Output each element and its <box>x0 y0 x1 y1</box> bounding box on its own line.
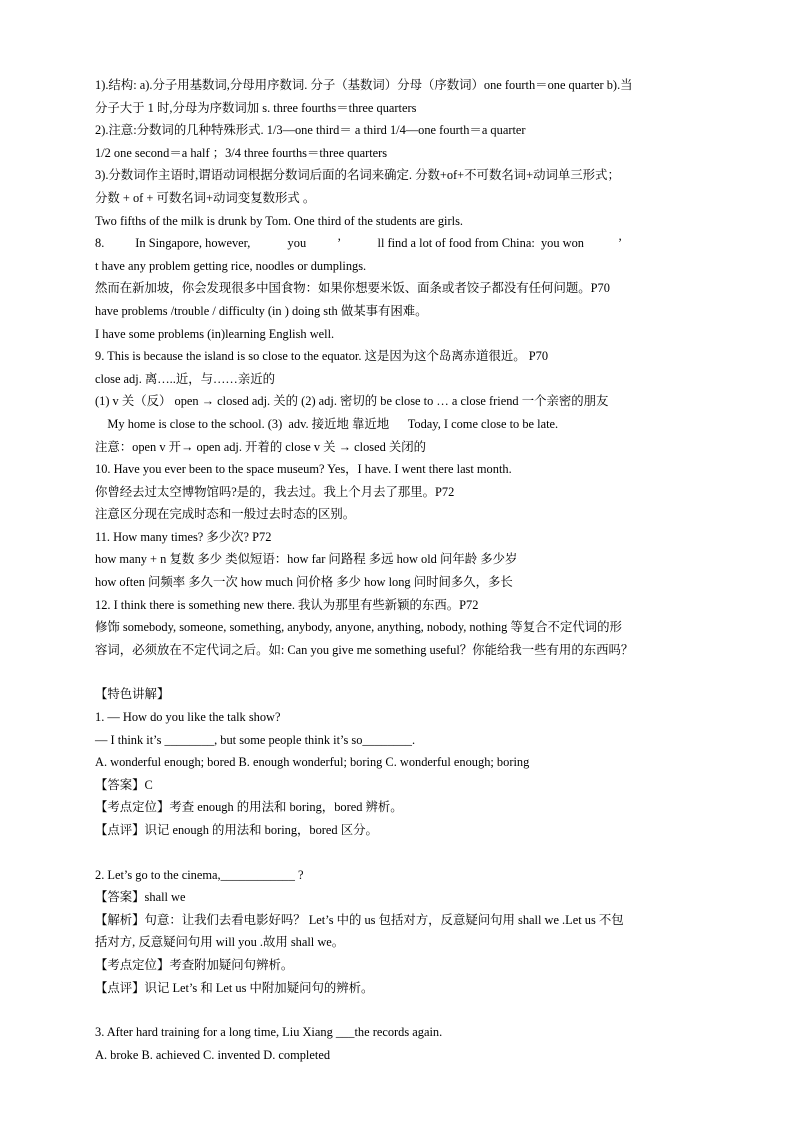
question-text: 3. After hard training for a long time, Liu Xiang ___the records again. <box>95 1025 443 1040</box>
text-line: t have any problem getting rice, noodles or dumplings. <box>95 258 367 273</box>
text-line: 9. This is because the island is so close to the equator. 这是因为这个岛离赤道很近。 P70 <box>95 349 549 364</box>
text-line: 容词，必须放在不定代词之后。如: Can you give me something useful？你能给我一些有用的东西吗？ <box>95 642 634 657</box>
text-line: 分子大于 1 时,分母为序数词加 s. three fourths＝three quarters <box>95 100 417 115</box>
text-line: I have some problems (in)learning English well. <box>95 326 335 341</box>
options-line: A. wonderful enough; bored B. enough wonderful; boring C. wonderful enough; boring <box>95 755 530 770</box>
text-line: 注意区分现在完成时态和一般过去时态的区别。 <box>95 507 356 522</box>
text-line: how often 问频率 多久一次 how much 问价格 多少 how long 问时间多久，多长 <box>95 575 513 590</box>
spacer <box>95 661 707 683</box>
question-text: 2. Let’s go to the cinema,____________ ? <box>95 867 304 882</box>
comment-line: 【点评】识记 enough 的用法和 boring，bored 区分。 <box>95 823 378 837</box>
text-line: how many + n 复数 多少 类似短语：how far 问路程 多远 how old 问年龄 多少岁 <box>95 552 518 567</box>
question-text: — I think it’s ________, but some people think it’s so________. <box>95 732 416 747</box>
text-line: 8. In Singapore, however, you ’ ll find a lot of food from China: you won ’ <box>95 236 623 251</box>
text-line: 分数 + of + 可数名词+动词变复数形式 。 <box>95 190 316 205</box>
text-line: 3).分数词作主语时,谓语动词根据分数词后面的名词来确定. 分数+of+不可数名词+动词单三形式； <box>95 168 620 183</box>
text-line: 你曾经去过太空博物馆吗?是的，我去过。我上个月去了那里。P72 <box>95 484 455 499</box>
question-3 <box>95 1021 707 1066</box>
answer-line: 【答案】C <box>95 777 153 792</box>
focus-line: 【考点定位】考查附加疑问句辨析。 <box>95 957 294 972</box>
question-1 <box>95 706 707 842</box>
text-line: 12. I think there is something new there. 我认为那里有些新颖的东西。P72 <box>95 597 479 612</box>
section-title: 【特色讲解】 <box>95 687 170 702</box>
text-line: 修饰 somebody, someone, something, anybody, anyone, anything, nobody, nothing 等复合不定代词的形 <box>95 620 622 635</box>
question-text: 1. — How do you like the talk show? <box>95 710 281 725</box>
text-line: 然而在新加坡，你会发现很多中国食物：如果你想要米饭、面条或者饺子都没有任何问题。P70 <box>95 281 610 296</box>
spacer <box>95 842 707 864</box>
text-line: Two fifths of the milk is drunk by Tom. One third of the students are girls. <box>95 213 463 228</box>
document-page <box>95 74 707 1066</box>
focus-line: 【考点定位】考查 enough 的用法和 boring，bored 辨析。 <box>95 800 403 815</box>
question-2 <box>95 864 707 1000</box>
analysis-line: 括对方, 反意疑问句用 will you .故用 shall we。 <box>95 935 345 950</box>
text-line: 10. Have you ever been to the space museum? Yes，I have. I went there last month. <box>95 462 512 477</box>
options-line: A. broke B. achieved C. invented D. completed <box>95 1047 331 1062</box>
text-line: (1) v 关（反） open → closed adj. 关的 (2) adj. 密切的 be close to … a close friend 一个亲密的朋友 <box>95 394 609 409</box>
answer-line: 【答案】shall we <box>95 890 186 905</box>
text-line: have problems /trouble / difficulty (in ) doing sth 做某事有困难。 <box>95 303 428 318</box>
text-line: 1/2 one second＝a half ；3/4 three fourths＝three quarters <box>95 145 388 160</box>
text-line: My home is close to the school. (3) adv. 接近地 靠近地 Today, I come close to be late. <box>95 416 559 431</box>
text-line: close adj. 离…..近，与……亲近的 <box>95 371 275 386</box>
text-line: 11. How many times? 多少次? P72 <box>95 529 272 544</box>
notes-block <box>95 74 707 661</box>
text-line: 1).结构: a).分子用基数词,分母用序数词. 分子（基数词）分母（序数词）one fourth＝one quarter b).当 <box>95 78 633 92</box>
analysis-line: 【解析】句意：让我们去看电影好吗？ Let’s 中的 us 包括对方，反意疑问句用 shall we .Let us 不包 <box>95 912 624 927</box>
text-line: 注意：open v 开→ open adj. 开着的 close v 关 → closed 关闭的 <box>95 439 427 454</box>
spacer <box>95 999 707 1021</box>
text-line: 2).注意:分数词的几种特殊形式. 1/3—one third＝ a third 1/4—one fourth＝a quarter <box>95 123 526 138</box>
comment-line: 【点评】识记 Let’s 和 Let us 中附加疑问句的辨析。 <box>95 980 374 995</box>
